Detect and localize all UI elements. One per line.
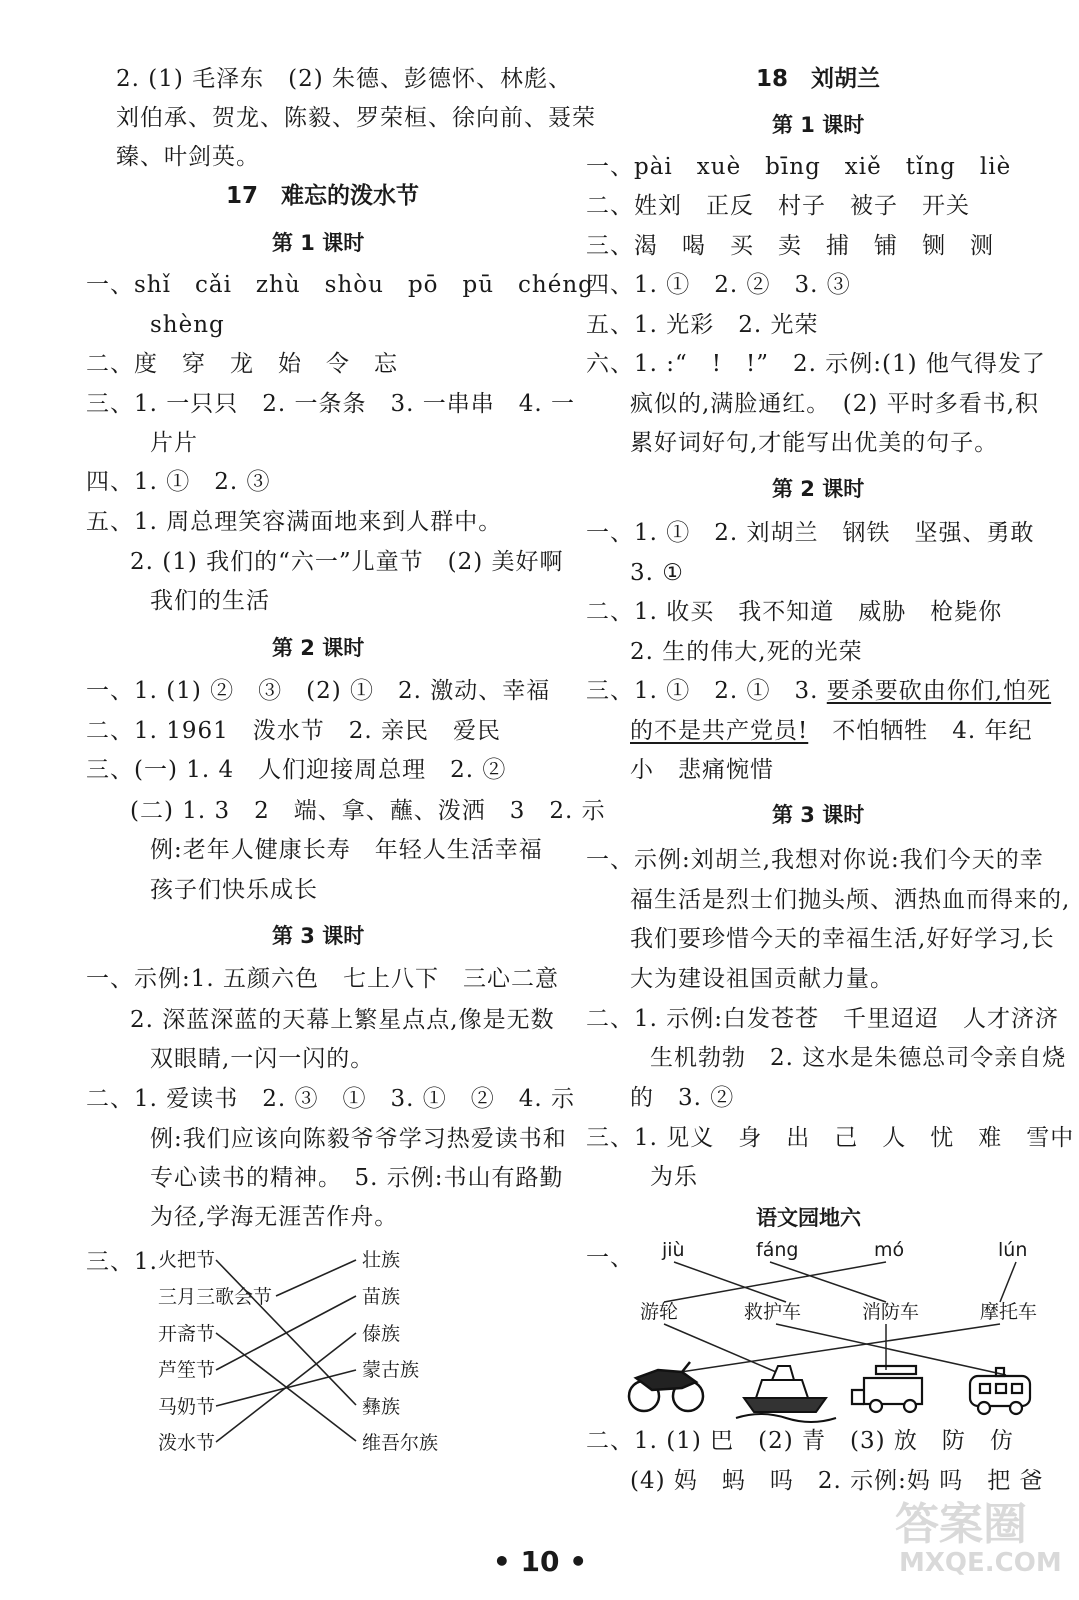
text-line: 三、1. 一只只 2. 一条条 3. 一串串 4. 一 xyxy=(86,391,576,417)
festival-item: 三月三歌会节 xyxy=(158,1286,273,1308)
text-line: 福生活是烈士们抛头颅、洒热血而得来的, xyxy=(630,887,1071,913)
text-line: 例:我们应该向陈毅爷爷学习热爱读书和 xyxy=(150,1126,567,1152)
vehicle-word: 游轮 xyxy=(640,1301,679,1323)
pinyin-item: mó xyxy=(874,1239,905,1261)
text-line: 孩子们快乐成长 xyxy=(150,877,318,903)
text-line: 二、1. 示例:白发苍苍 千里迢迢 人才济济 xyxy=(586,1006,1060,1032)
vehicle-word: 消防车 xyxy=(862,1301,920,1323)
underlined-answer: 要杀要砍由你们,怕死 xyxy=(826,678,1052,704)
people-item: 壮族 xyxy=(362,1249,401,1271)
festival-item: 泼水节 xyxy=(158,1432,216,1454)
language-garden-title: 语文园地六 xyxy=(756,1206,861,1230)
text-line: 生机勃勃 2. 这水是朱德总司令亲自烧 xyxy=(650,1045,1067,1071)
text-line: 三、1. xyxy=(86,1249,158,1275)
festival-item: 火把节 xyxy=(158,1249,216,1271)
text-line: (4) 妈 蚂 吗 2. 示例:妈 吗 把 爸 xyxy=(630,1468,1044,1494)
text-line: 累好词好句,才能写出优美的句子。 xyxy=(630,430,999,456)
text-line: 2. (1) 毛泽东 (2) 朱德、彭德怀、林彪、 xyxy=(116,66,573,92)
match-line xyxy=(664,1324,776,1372)
text-line: 专心读书的精神。 5. 示例:书山有路勤 xyxy=(150,1165,564,1191)
match-line xyxy=(770,1262,886,1302)
match-line xyxy=(654,1324,1000,1376)
text-line: 2. 生的伟大,死的光荣 xyxy=(630,639,863,665)
text-line: 一、shǐ cǎi zhù shòu pō pū chéng xyxy=(86,272,594,298)
vehicle-word: 摩托车 xyxy=(980,1301,1038,1323)
pinyin-item: jiù xyxy=(662,1239,685,1261)
text-line: 臻、叶剑英。 xyxy=(116,144,260,170)
match-line xyxy=(276,1260,356,1296)
motorcycle-icon xyxy=(629,1362,703,1411)
text-line: 一、1. ① 2. 刘胡兰 钢铁 坚强、勇敢 xyxy=(586,520,1035,546)
people-item: 维吾尔族 xyxy=(362,1432,439,1454)
text-line: 六、1. :“ ! !” 2. 示例:(1) 他气得发了 xyxy=(586,351,1046,377)
text-line: 二、1. 收买 我不知道 威胁 枪毙你 xyxy=(586,599,1003,625)
text-line: 三、1. 见义 身 出 己 人 忧 难 雪中 xyxy=(586,1125,1075,1151)
match-line xyxy=(216,1296,356,1370)
match-line xyxy=(664,1262,886,1302)
pinyin-item: lún xyxy=(998,1239,1028,1261)
section-title: 第 3 课时 xyxy=(272,924,365,948)
text-line: 四、1. ① 2. ② 3. ③ xyxy=(586,272,851,298)
text-line: 三、(一) 1. 4 人们迎接周总理 2. ② xyxy=(86,757,507,783)
people-item: 苗族 xyxy=(362,1286,401,1308)
vehicle-matching-lines xyxy=(586,0,1050,1600)
text-line: 2. (1) 我们的“六一”儿童节 (2) 美好啊 xyxy=(130,549,564,575)
watermark-text: 答案圈 xyxy=(895,1499,1027,1550)
text-line: 二、度 穿 龙 始 令 忘 xyxy=(86,351,398,377)
match-line xyxy=(776,1324,1006,1375)
text-line: 四、1. ① 2. ③ xyxy=(86,469,271,495)
text-line: 一、示例:刘胡兰,我想对你说:我们今天的幸 xyxy=(586,847,1044,873)
text-line: 一、1. (1) ② ③ (2) ① 2. 激动、幸福 xyxy=(86,678,551,704)
text-line: 的 3. ② xyxy=(630,1085,735,1111)
section-title: 第 2 课时 xyxy=(272,636,365,660)
text-line: 二、姓刘 正反 村子 被子 开关 xyxy=(586,193,970,219)
text-line: 一、示例:1. 五颜六色 七上八下 三心二意 xyxy=(86,966,560,992)
underlined-answer: 的不是共产党员! xyxy=(630,718,809,744)
text-line: 为径,学海无涯苦作舟。 xyxy=(150,1204,399,1230)
text-line: 五、1. 周总理笑容满面地来到人群中。 xyxy=(86,509,503,535)
text-segment: 三、1. ① 2. ① 3. xyxy=(586,678,827,704)
text-line: 双眼睛,一闪一闪的。 xyxy=(150,1046,375,1072)
text-line: 二、1. 爱读书 2. ③ ① 3. ① ② 4. 示 xyxy=(86,1086,576,1112)
vehicle-word: 救护车 xyxy=(744,1301,802,1323)
text-line: 为乐 xyxy=(650,1164,698,1190)
text-line: 疯似的,满脸通红。 (2) 平时多看书,积 xyxy=(630,391,1040,417)
text-line: 大为建设祖国贡献力量。 xyxy=(630,966,894,992)
fire-truck-icon xyxy=(852,1366,922,1412)
text-line: 我们的生活 xyxy=(150,588,270,614)
festival-item: 开斋节 xyxy=(158,1323,216,1345)
text-line: 二、1. 1961 泼水节 2. 亲民 爱民 xyxy=(86,718,502,744)
section-title: 第 3 课时 xyxy=(772,803,865,827)
text-segment: 不怕牺牲 4. 年纪 xyxy=(808,718,1033,744)
text-line: (二) 1. 3 2 端、拿、蘸、泼洒 3 2. 示 xyxy=(130,798,606,824)
match-line xyxy=(1000,1262,1016,1302)
section-title: 第 1 课时 xyxy=(272,231,365,255)
text-line: 二、1. (1) 巴 (2) 青 (3) 放 防 仿 xyxy=(586,1428,1014,1454)
watermark-url: MXQE.COM xyxy=(899,1548,1062,1578)
people-item: 傣族 xyxy=(362,1323,401,1345)
festival-item: 马奶节 xyxy=(158,1396,216,1418)
section-title: 第 1 课时 xyxy=(772,113,865,137)
page-number: • 10 • xyxy=(492,1545,588,1578)
ambulance-icon xyxy=(970,1368,1030,1414)
text-line: 3. ① xyxy=(630,560,684,586)
text-line: 例:老年人健康长寿 年轻人生活幸福 xyxy=(150,837,543,863)
watermark-logo xyxy=(885,1480,1062,1590)
text-line: 一、 xyxy=(586,1245,634,1271)
text-line: 2. 深蓝深蓝的天幕上繁星点点,像是无数 xyxy=(130,1007,555,1033)
text-line: 片片 xyxy=(150,430,198,456)
festival-item: 芦笙节 xyxy=(158,1359,216,1381)
text-line: 一、pài xuè bīng xiě tǐng liè xyxy=(586,154,1012,180)
match-line xyxy=(674,1262,786,1302)
text-line: shèng xyxy=(150,312,225,338)
section-title: 第 2 课时 xyxy=(772,477,865,501)
lesson-18-title: 18 刘胡兰 xyxy=(756,66,881,92)
matching-lines xyxy=(86,0,550,1600)
text-line: 刘伯承、贺龙、陈毅、罗荣桓、徐向前、聂荣 xyxy=(116,105,596,131)
lesson-17-title: 17 难忘的泼水节 xyxy=(226,183,420,209)
ship-icon xyxy=(736,1366,836,1422)
text-line: 五、1. 光彩 2. 光荣 xyxy=(586,312,819,338)
people-item: 彝族 xyxy=(362,1396,401,1418)
pinyin-item: fáng xyxy=(756,1239,799,1261)
text-line: 三、渴 喝 买 卖 捕 铺 铡 测 xyxy=(586,233,994,259)
text-line: 小 悲痛惋惜 xyxy=(630,757,774,783)
text-line: 我们要珍惜今天的幸福生活,好好学习,长 xyxy=(630,926,1055,952)
people-item: 蒙古族 xyxy=(362,1359,420,1381)
